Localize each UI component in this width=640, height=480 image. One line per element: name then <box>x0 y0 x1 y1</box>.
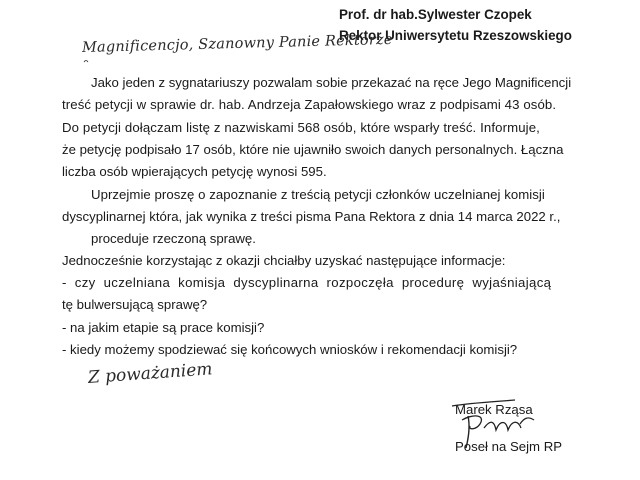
p2-line-2: dyscyplinarnej która, jak wynika z treści pisma Pana Rektora z dnia 14 marca 2022 r., <box>62 209 561 224</box>
p2-line-1: Uprzejmie proszę o zapoznanie z treścią petycji członków uczelnianej komisji <box>91 187 545 202</box>
p1-line-4: że petycję podpisało 17 osób, które nie ujawniło swoich danych personalnych. Łączna <box>62 142 564 157</box>
p1-line-1: Jako jeden z sygnatariuszy pozwalam sobie przekazać na ręce Jego Magnificencji <box>91 75 572 90</box>
question-1: - czy uczelniana komisja dyscyplinarna rozpoczęła procedurę wyjaśniającą <box>62 275 552 290</box>
p1-line-3: Do petycji dołączam listę z nazwiskami 568 osób, które wsparły treść. Informuje, <box>62 120 540 135</box>
recipient-name: Prof. dr hab.Sylwester Czopek <box>339 7 532 22</box>
recipient-title: Rektor Uniwersytetu Rzeszowskiego <box>339 28 572 43</box>
p1-line-2: treść petycji w sprawie dr. hab. Andrzeja Zapałowskiego wraz z podpisami 43 osób. <box>62 97 557 112</box>
handwritten-salutation: Magnificencjo, Szanowny Panie Rektorze <box>81 31 393 56</box>
question-1-cont: tę bulwersującą sprawę? <box>62 297 208 312</box>
handwritten-closing: Z poważaniem <box>87 359 214 388</box>
question-2: - na jakim etapie są prace komisji? <box>62 320 265 335</box>
signature-role: Poseł na Sejm RP <box>455 439 563 454</box>
p1-line-5: liczba osób wpierających petycję wynosi 595. <box>62 164 327 179</box>
question-3: - kiedy możemy spodziewać się końcowych wniosków i rekomendacji komisji? <box>62 342 518 357</box>
p2-line-3: proceduje rzeczoną sprawę. <box>91 231 256 246</box>
p3-intro: Jednocześnie korzystając z okazji chciałby uzyskać następujące informacje: <box>62 253 506 268</box>
signature-name: Marek Rząsa <box>455 402 533 417</box>
